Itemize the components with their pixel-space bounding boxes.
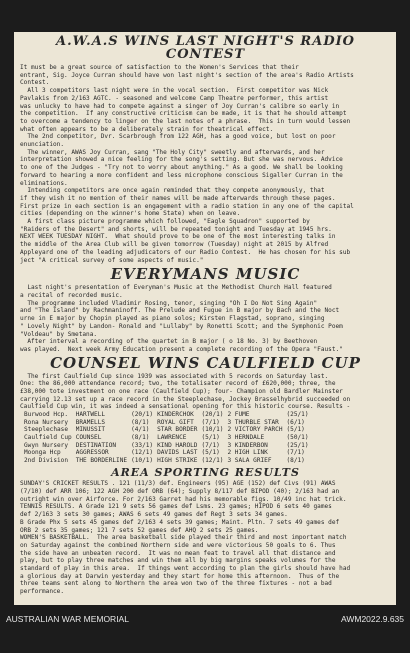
table-cell: Burwood Hcp. [24, 411, 69, 419]
archive-credit: AUSTRALIAN WAR MEMORIAL [6, 614, 129, 624]
table-cell: (8/1) [286, 456, 305, 464]
radio-contest-heading: A.W.A.S WINS LAST NIGHT'S RADIO CONTEST [55, 34, 356, 62]
text-line: and "The Island" by Rachmaninoff. The Prelude and Fugue in B major by Bach and the Noct [20, 307, 340, 315]
table-cell: (5/1) [201, 449, 220, 457]
caulfield-cup-heading: COUNSEL WINS CAULFIELD CUP [50, 353, 361, 372]
table-cell: 2 FUME [227, 411, 250, 419]
text-line: " Lovely Night" by Landon- Ronald and "Lullaby" by Ronetti Scott; and the Symphonic Poem [20, 322, 343, 330]
text-line: It must be a great source of satisfaction to the Women's Services that their [20, 64, 299, 71]
text-line: carrying 12.13 set up a race record in the Steeplechase, Jockey Brasselhybrid succeeded on [20, 395, 351, 403]
text-line: WOMEN'S BASKETBALL. The area basketball side played their third and most important match [20, 534, 347, 542]
text-line: The programme included Vladimir Rosing, tenor, singing "Oh I Do Not Sing Again" [20, 299, 318, 307]
table-cell: Rona Nursery [24, 418, 69, 426]
everymans-music-heading: EVERYMANS MUSIC [110, 265, 301, 284]
text-line: a recital of recorded music. [20, 291, 123, 299]
table-cell: (5/1) [286, 426, 305, 434]
text-line: B Grade Phx 5 sets 45 games def 2/163 4 sets 39 games; Maint. Pltn. 7 sets 49 games def [20, 518, 340, 526]
text-line: All 3 competitors last night were in the vocal section. First competitor was Nick [20, 87, 329, 95]
text-line: SUNDAY'S CRICKET RESULTS . 121 (11/3) def. Engineers (95) AGE (152) def Civs (91) AWAS [20, 480, 336, 488]
table-cell: STAR BORDER [157, 426, 198, 434]
text-line: The first Caulfield Cup since 1939 was associated with 5 records on Saturday last. [20, 372, 329, 380]
table-cell: BRAMELLS [75, 418, 106, 426]
text-line: (7/10) def ARR 106; 122 AGH 200 def ORB (64); Supply 8/117 def BIPOD (40); 2/163 had an [20, 487, 340, 495]
table-cell: Caulfield Cup [24, 433, 72, 441]
text-line: was unlucky to have had to compete against a singer of Joy Curran's calibre so early in [20, 102, 340, 110]
text-line: A first class picture programme which followed, "Eagle Squadron" supported by [20, 218, 310, 226]
table-cell: (8/1) [131, 418, 150, 426]
everymans-music-article [20, 284, 391, 353]
table-row [24, 457, 313, 465]
text-line: on Saturday against the combined Northern side and were victorious 50 goals to 6. Thus [20, 541, 336, 549]
table-cell: (10/1) [131, 456, 154, 464]
table-cell: 2 VICTORY PARCH [227, 426, 283, 434]
newsletter-page [14, 32, 396, 605]
race-results-table [24, 411, 313, 464]
caulfield-cup-article [20, 373, 391, 412]
text-line: £38,000 tote investment on one race (Caulfield Cup); four- Champion old Bardler Mainster [20, 388, 343, 396]
text-line: One: the 86,000 attendance record; two, the totalisater record of £620,000; three, the [20, 380, 336, 388]
table-cell: Gwyn Nursery [24, 441, 69, 449]
table-cell: (50/1) [286, 433, 309, 441]
text-line: what often appears to be a deliberately strain for theatrical effect. [20, 125, 274, 133]
sporting-results-article [20, 480, 391, 596]
archive-reference: AWM2022.9.635 [341, 614, 404, 624]
table-cell: (6/1) [286, 418, 305, 426]
text-line: the middle of the Area Club will be given tomorrow (Tuesday) night at 2015 by Alfred [20, 241, 329, 249]
text-line: entrant, Sig. Joyce Curran should have won last night's section of the area's Radio Artists [20, 71, 354, 79]
table-cell: 3 HERNDALE [227, 433, 265, 441]
text-line: eliminations. [20, 179, 68, 187]
text-line: to overcome a tendency to linger on the last notes of a phrase. This in turn would lessen [20, 117, 351, 125]
text-line: enunciation. [20, 141, 65, 149]
text-line: NEXT WEEK TUESDAY NIGHT. What should prove to be one of the most interesting talks in [20, 233, 336, 241]
text-line: Caulfield Cup win, it was indeed a sensational opening for this historic course. Results - [20, 403, 351, 411]
text-line: Contest. [20, 79, 50, 87]
radio-contest-article [20, 64, 391, 264]
table-cell: 3 THURBLE STAR [227, 418, 279, 426]
text-line: TENNIS RESULTS. A Grade 121 9 sets 56 games def Lsms. 23 games; HIPOD 6 sets 40 games [20, 503, 332, 511]
table-cell: DAVIDS LAST [157, 449, 198, 457]
table-cell: 3 SALA GRIEF [227, 456, 272, 464]
table-cell: (4/1) [131, 426, 150, 434]
table-row [24, 434, 313, 442]
text-line: forward to hearing a more confident and less microphone conscious Sigaller Curran in the [20, 171, 343, 179]
table-row [24, 442, 313, 450]
table-cell: 2 HIGH LINK [227, 449, 268, 457]
table-cell: (25/1) [286, 441, 309, 449]
text-line: "Raiders of the Desert" and shorts, will be repeated tonight and Tuesday at 1945 hrs. [20, 225, 332, 233]
text-line: cities (depending on the winner's home State) when on leave. [20, 210, 241, 218]
table-cell: KIND HAROLD [157, 441, 198, 449]
table-cell: (12/1) [201, 456, 224, 464]
text-line: performance. [20, 588, 65, 596]
table-cell: Moonga Hcp [24, 449, 61, 457]
table-row [24, 411, 313, 419]
table-cell: (7/1) [201, 418, 220, 426]
text-line: interpretation showed a nice feeling for the song's setting. But she was nervous. Advice [20, 156, 343, 164]
text-line: Appleyard one of the leading adjudicators of our Radio Contest. He has chosen for his sub [20, 248, 351, 256]
table-row [24, 419, 313, 427]
text-line: The 2nd competitor, Dvr. Scarbrough from 122 AGH, has a good voice, but lost on poor [20, 133, 336, 141]
table-row [24, 426, 313, 434]
table-cell: (12/1) [131, 449, 154, 457]
text-line: Pavlakis from 2/163 AGTC. - seasoned and welcome Camp Theatre performer, this artist [20, 94, 329, 102]
table-cell: AGGRESSOR [75, 449, 109, 457]
text-line: ORB 2 sets 35 games; 121 7 sets 52 games def AHQ 2 sets 25 games. [20, 526, 259, 534]
text-line: After interval a recording of the quartet in B major ( o 18 No. 3) by Beethoven [20, 338, 318, 346]
text-line: "Voldeau" by Smetana. [20, 330, 98, 338]
table-cell: 2nd Division [24, 456, 69, 464]
text-line: a glorious day at Darwin yesterday and they start for home this afternoon. Thus of the [20, 572, 340, 580]
table-row [24, 449, 313, 457]
table-cell: KINDERCHOK [157, 411, 194, 419]
table-cell: DESTINATION [75, 441, 117, 449]
text-line: play, but to play three matches and win them all by big margins speaks volumes for the [20, 557, 336, 565]
text-line: ject "A critical survey of some aspects of music." [20, 256, 204, 264]
table-cell: MINUSSIT [75, 426, 106, 434]
table-cell: (7/1) [201, 441, 220, 449]
table-cell: (8/1) [131, 433, 150, 441]
table-cell: Steeplechase [24, 426, 69, 434]
text-line: if they wish it no mention of their names will be made afterwards through these pages. [20, 194, 336, 202]
text-line: the competition. If any constructive criticism can be made, it is that he should attempt [20, 110, 347, 118]
text-line: def 2/163 3 sets 30 games; AWAS 6 sets 49 games def Regt 3 sets 34 games. [20, 511, 288, 519]
table-cell: 3 KINDERBON [227, 441, 268, 449]
table-cell: THE BORDERLINE [75, 456, 128, 464]
table-cell: (25/1) [286, 411, 309, 419]
table-cell: (20/1) [201, 411, 224, 419]
text-line: Intending competitors are once again reminded that they compete anonymously, that [20, 187, 325, 195]
table-cell: ROYAL GIFT [157, 418, 194, 426]
table-cell: (10/1) [201, 426, 224, 434]
table-cell: COUNSEL [75, 433, 102, 441]
text-line: outright win over Airforce. For 2/163 Garret had his memorable figs. 10/49 inc hat trick. [20, 495, 347, 503]
table-cell: (5/1) [201, 433, 220, 441]
text-line: urne in E major by Chopin played as piano solos; Kirsten Flagstad, soprano, singing [20, 315, 325, 323]
text-line: was played. Next week Army Education present a complete recording of the Opera "Faust." [20, 345, 343, 353]
text-line: Last night's presentation of Everyman's Music at the Methodist Church Hall featured [20, 284, 332, 292]
text-line: three teams sent along to Northern the area won two of the three fixtures - not a bad [20, 580, 332, 588]
table-cell: (7/1) [286, 449, 305, 457]
text-line: to one of the Judges - "Try not to worry about anything." As a good. We shall be looking [20, 164, 343, 172]
table-cell: (20/1) [131, 411, 154, 419]
text-line: standard of play in this area. If things went according to plan the girls should have had [20, 565, 351, 573]
table-cell: HIGH STRIKE [157, 456, 198, 464]
text-line: the side have an unbeaten record. It was no mean feat to travel all that distance and [20, 549, 336, 557]
archive-footer [0, 611, 410, 653]
table-cell: LAWRENCE [157, 433, 187, 441]
text-line: First prize in each section is an engagement with a radio station in any one of the capital [20, 202, 354, 210]
sporting-results-heading: AREA SPORTING RESULTS [111, 466, 300, 480]
table-cell: HARTWELL [75, 411, 106, 419]
table-cell: (33/1) [131, 441, 154, 449]
text-line: The winner, AWAS Joy Curran, sang "The Holy City" sweetly and afterwards, and her [20, 148, 325, 156]
